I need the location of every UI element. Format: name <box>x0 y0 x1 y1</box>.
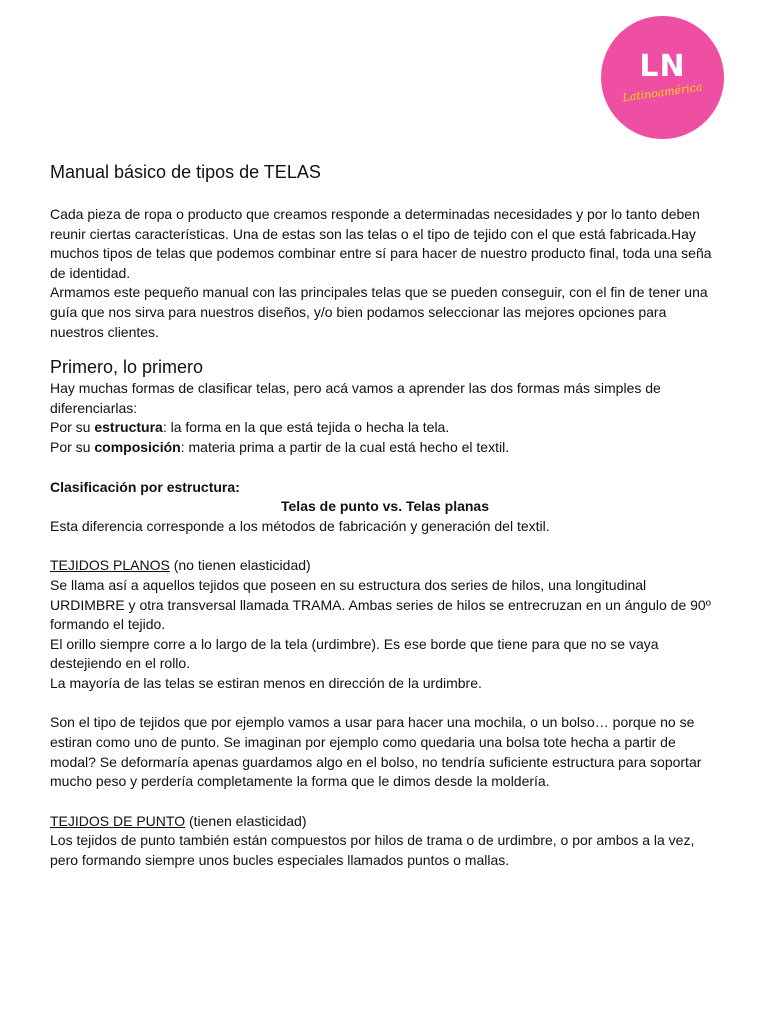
intro-paragraph-1: Cada pieza de ropa o producto que creamos responde a determinadas necesidades y por lo tanto deben reunir ciertas características. Una de estas son las telas o el tipo de tejido con el que está fabricada.Hay muchos tipos de telas que podemos combinar entre sí para hacer de nuestro producto final, toda una seña de identidad. <box>50 206 712 281</box>
section-heading-primero: Primero, lo primero <box>50 357 204 378</box>
planos-label: TEJIDOS PLANOS <box>50 557 170 574</box>
structure-item <box>50 418 720 438</box>
classification-subheading: Telas de punto vs. Telas planas <box>281 498 489 515</box>
item-prefix: Por su <box>50 438 95 455</box>
brand-logo <box>601 16 724 139</box>
planos-line-1: Se llama así a aquellos tejidos que poseen en su estructura dos series de hilos, una longitudinal URDIMBRE y otra transversal llamada TRAMA. Ambas series de hilos se entrecruzan en un ángulo de 90º formando el tejido. <box>50 576 711 633</box>
item-bold-term: composición <box>94 438 181 455</box>
composition-item <box>50 438 720 458</box>
planos-line-2: El orillo siempre corre a lo largo de la tela (urdimbre). Es ese borde que tiene para que no se vaya destejiendo en el rollo. <box>50 635 659 672</box>
document-body <box>50 160 720 871</box>
classification-heading: Clasificación por estructura: <box>50 478 240 495</box>
page-title: Manual básico de tipos de TELAS <box>50 162 321 182</box>
item-suffix: : materia prima a partir de la cual está hecho el textil. <box>180 438 510 455</box>
punto-label: TEJIDOS DE PUNTO <box>50 812 186 829</box>
logo-initials: LN <box>639 49 686 84</box>
item-prefix: Por su <box>50 419 95 436</box>
item-bold-term: estructura <box>94 419 163 436</box>
planos-heading <box>50 556 720 576</box>
intro-paragraph-2: Armamos este pequeño manual con las principales telas que se pueden conseguir, con el fin de tener una guía que nos sirva para nuestros diseños, y/o bien podamos seleccionar las mejores opciones para nuestros clientes. <box>50 284 708 340</box>
classification-text: Esta diferencia corresponde a los métodos de fabricación y generación del textil. <box>50 517 550 534</box>
punto-note: (tienen elasticidad) <box>185 812 307 829</box>
punto-heading <box>50 812 720 832</box>
logo-subtitle: Latinoamérica <box>621 80 704 105</box>
planos-note: (no tienen elasticidad) <box>169 557 311 574</box>
planos-example: Son el tipo de tejidos que por ejemplo vamos a usar para hacer una mochila, o un bolso… porque no se estiran como uno de punto. Se imaginan por ejemplo como quedaria una bolsa tote hecha a partir de modal? Se deformaría apenas guardamos algo en el bolso, no tendría suficiente estructura para soportar mucho peso y perdería completamente la forma que le dimos desde la moldería. <box>50 714 702 790</box>
planos-line-3: La mayoría de las telas se estiran menos en dirección de la urdimbre. <box>50 674 482 691</box>
section-intro-text: Hay muchas formas de clasificar telas, pero acá vamos a aprender las dos formas más simples de diferenciarlas: <box>50 380 661 416</box>
item-suffix: : la forma en la que está tejida o hecha la tela. <box>162 419 450 436</box>
punto-text: Los tejidos de punto también están compuestos por hilos de trama o de urdimbre, o por ambos a la vez, pero formando siempre unos bucles especiales llamados puntos o mallas. <box>50 832 695 869</box>
